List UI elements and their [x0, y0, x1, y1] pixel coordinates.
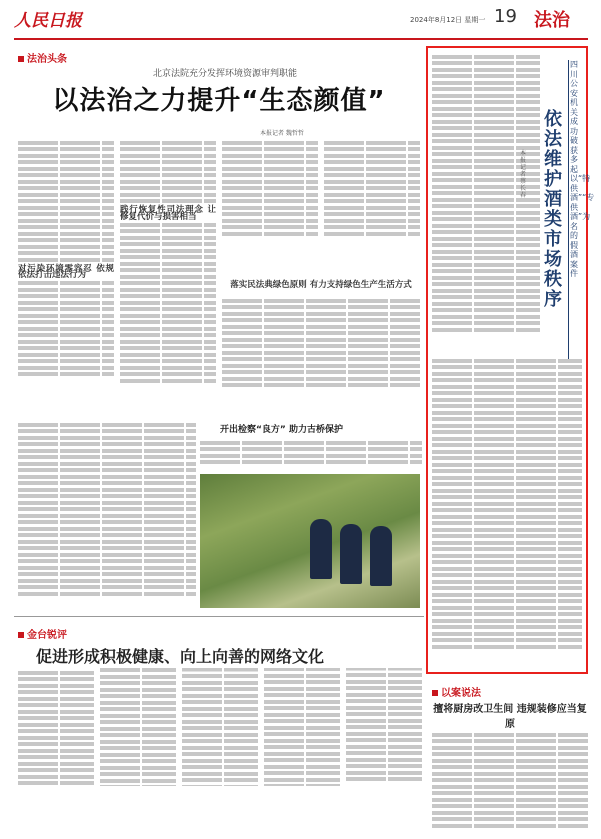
photo-caption-block — [200, 420, 422, 474]
case-title: 擅将厨房改卫生间 违规装修应当复原 — [433, 704, 587, 730]
lead-byline: 本报记者 魏哲哲 — [260, 130, 304, 137]
subhead-3: 落实民法典绿色原则 有力支持绿色生产生活方式 — [230, 280, 412, 290]
right-article-subtitle: 四川公安机关成功破获多起以“特供酒”“专供酒”为名的假酒案件 — [570, 60, 595, 278]
case-text — [432, 730, 588, 830]
photo-title: 开出检察“良方” 助力古桥保护 — [220, 425, 343, 435]
officer-figure — [310, 519, 332, 579]
page-number: 19 — [494, 6, 517, 27]
masthead-rule — [14, 38, 588, 40]
subhead-1: 对污染环境零容忍 依规依法打击违法行为 — [18, 263, 114, 280]
officer-figure — [340, 524, 362, 584]
commentary-headline: 促进形成积极健康、向上向善的网络文化 — [36, 647, 325, 666]
bridge-inspection-photo — [200, 474, 420, 608]
right-article-title: 依法维护酒类市场秩序 — [544, 109, 562, 310]
lead-headline: 以法治之力提升“生态颜值” — [52, 86, 386, 116]
vertical-divider — [568, 60, 569, 360]
column-label-top: 法治头条 — [18, 50, 67, 65]
issue-date: 2024年8月12日 星期一 — [410, 16, 486, 24]
subhead-2: 践行恢复性司法理念 让修复代价与损害相当 — [120, 205, 216, 222]
article-column-3 — [222, 138, 318, 268]
newspaper-logo: 人民日报 — [14, 11, 82, 31]
article-column-4 — [324, 138, 420, 268]
case-column-label: 以案说法 — [432, 684, 481, 699]
column-label-bottom: 金台锐评 — [18, 626, 67, 641]
case-title-block — [432, 700, 588, 730]
lead-kicker: 北京法院充分发挥环境资源审判职能 — [152, 69, 297, 79]
right-article-text-top — [432, 52, 540, 352]
article-column-2 — [120, 138, 216, 418]
section-name: 法治 — [534, 10, 570, 31]
right-article-text-bottom — [432, 356, 582, 668]
masthead — [14, 6, 588, 36]
article-column-5 — [222, 296, 420, 414]
bottom-divider — [14, 616, 424, 617]
commentary-text — [18, 668, 422, 832]
article-column-6 — [18, 420, 196, 610]
article-column-1 — [18, 138, 114, 418]
officer-figure — [370, 526, 392, 586]
right-byline: 本报记者 蔡长春 — [520, 150, 527, 199]
